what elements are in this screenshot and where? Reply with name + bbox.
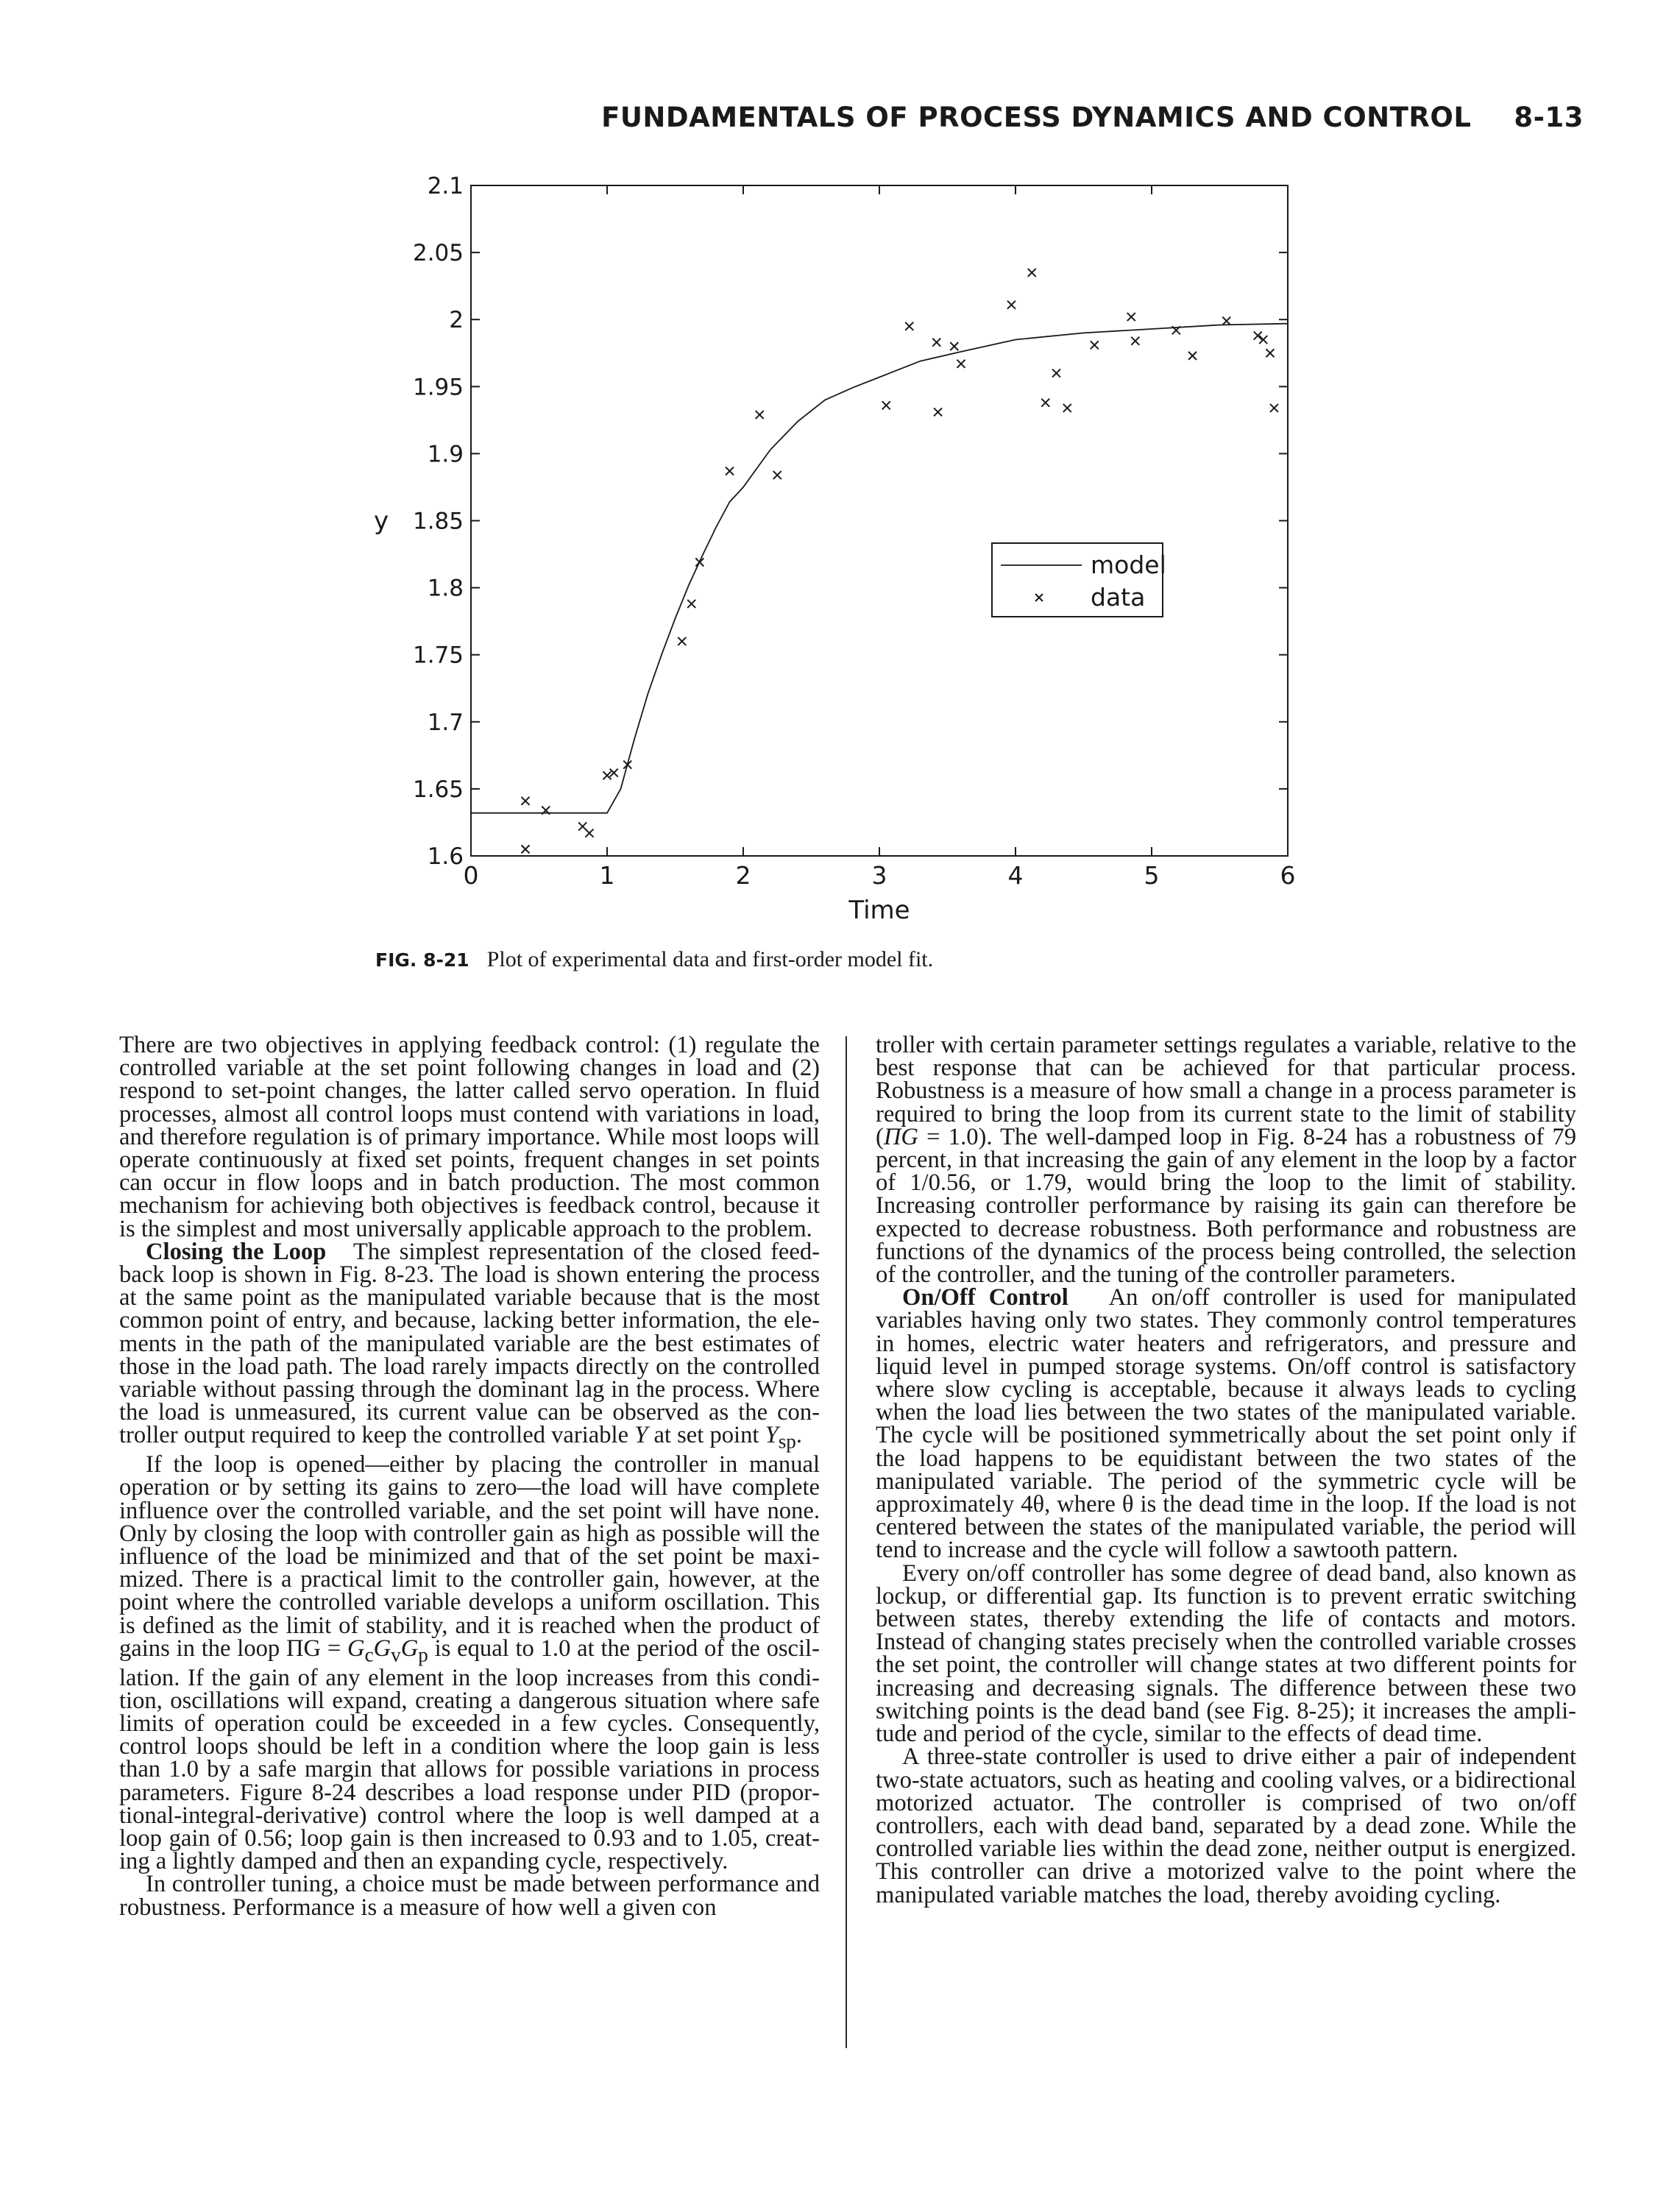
figure-caption — [375, 947, 933, 972]
data-point — [957, 360, 965, 368]
data-point — [1188, 352, 1197, 360]
data-point — [522, 845, 530, 853]
x-tick-label: 4 — [1007, 861, 1024, 890]
data-point — [1254, 332, 1262, 340]
y-axis-label: y — [374, 506, 389, 536]
y-axis-ticks — [413, 173, 1288, 870]
running-header — [0, 102, 1584, 133]
data-point — [603, 771, 612, 779]
data-point — [585, 829, 593, 838]
x-axis-ticks — [464, 185, 1296, 890]
right-column — [876, 1034, 1576, 1907]
data-point — [1028, 269, 1036, 277]
page-number: 8-13 — [1514, 102, 1584, 133]
paragraph: Every on/off controller has some degree of dead band, also known as lockup, or differential gap. Its function is to prevent erratic switching between states, thereby extending the life of contacts and motors. Instead of changing states precisely when the controlled variable crosses the set point, the controller will change states at two different points for increasing and decreasing signals. The difference between these two switching points is the dead band (see Fig. 8-25); it increases the amplitude and period of the cycle, similar to the effects of dead time. — [876, 1559, 1576, 1748]
plot-area — [471, 185, 1288, 856]
x-tick-label: 2 — [735, 861, 751, 890]
data-point — [1007, 301, 1016, 309]
y-tick-label: 1.85 — [412, 508, 464, 535]
x-tick-label: 1 — [599, 861, 615, 890]
figure-chart — [353, 166, 1398, 938]
paragraph: A three-state controller is used to drive either a pair of independent two-state actuators, such as heating and cooling valves, or a bidirectional motorized actuator. The controller is comprised of two on/off controllers, each with dead band, separated by a dead zone. While the controlled variable lies within the dead zone, neither output is energized. This controller can drive a motorized valve to the point where the manipulated variable matches the load, thereby avoiding cycling. — [876, 1743, 1576, 1908]
data-point — [1266, 349, 1274, 357]
legend — [992, 543, 1166, 617]
run-in-head: On/Off Control — [902, 1284, 1068, 1311]
data-point — [934, 408, 942, 416]
paragraph: On/Off Control An on/off controller is used for manipulated variables having only two states. They commonly control temperatures in homes, electric water heaters and refrigerators, and pressure and liquid level in pumped storage systems. On/off control is satisfactory where slow cycling is acceptable, because it always leads to cycling when the load lies between the two states of the manipulated variable. The cycle will be positioned symmetrically about the set point only if the load happens to be equidistant between the two states of the manipulated variable. The period of the symmetric cycle will be approximately 4θ, where θ is the dead time in the loop. If the load is not centered between the states of the manipulated variable, the period will tend to increase and the cycle will follow a sawtooth pattern. — [876, 1284, 1577, 1564]
figure-label: FIG. 8-21 — [375, 949, 469, 971]
header-title: FUNDAMENTALS OF PROCESS DYNAMICS AND CONTROL — [601, 102, 1472, 133]
data-point — [950, 342, 958, 350]
y-tick-label: 2 — [449, 307, 464, 334]
data-point — [1259, 336, 1267, 344]
data-point — [678, 637, 686, 645]
x-axis-label: Time — [848, 896, 910, 925]
data-point — [1041, 399, 1049, 407]
column-divider — [846, 1036, 847, 2048]
y-tick-label: 1.7 — [427, 709, 464, 736]
data-point — [1091, 341, 1099, 349]
legend-entry-model: model — [1091, 550, 1166, 579]
data-point — [726, 467, 734, 475]
y-tick-label: 1.9 — [427, 441, 464, 468]
data-point — [687, 600, 695, 608]
data-point — [522, 797, 530, 805]
data-point — [932, 339, 940, 347]
run-in-head: Closing the Loop — [146, 1238, 327, 1265]
data-point — [1052, 369, 1060, 378]
figure-caption-text: Plot of experimental data and first-order model fit. — [486, 947, 934, 971]
y-tick-label: 2.05 — [412, 240, 464, 267]
x-tick-label: 6 — [1280, 861, 1296, 890]
y-tick-label: 1.75 — [412, 642, 464, 669]
data-point — [1270, 404, 1278, 412]
data-point — [1222, 317, 1230, 325]
data-point — [610, 769, 618, 777]
data-point — [1063, 404, 1071, 412]
paragraph: If the loop is opened—either by placing the controller in manual operation or by setting its gains to zero—the load will have complete influence over the controlled variable, and the set point will have none. Only by closing the loop with controller gain as high as possible will the influence of the load be minimized and that of the set point be maximized. There is a practical limit to the controller gain, however, at the point where the controlled variable develops a uniform oscillation. This is defined as the limit of stability, and it is reached when the product of gains in the loop $\Pi G = G_cG_vG_p$ is equal to 1.0 at the period of the oscillation. If the gain of any element in the loop increases from this condition, oscillations will expand, creating a dangerous situation where safe limits of operation could be exceeded in a few cycles. Consequently, control loops should be left in a condition where the loop gain is less than 1.0 by a safe margin that allows for possible variations in process parameters. Figure 8-24 describes a load response under PID (proportional-integral-derivative) control where the loop is well damped at a loop gain of 0.56; loop gain is then increased to 0.93 and to 1.05, creating a lightly damped and then an expanding cycle, respectively. — [119, 1451, 820, 1875]
x-tick-label: 0 — [463, 861, 479, 890]
y-tick-label: 1.65 — [412, 776, 464, 803]
y-tick-label: 1.95 — [412, 374, 464, 401]
data-point — [882, 401, 890, 409]
data-point — [1127, 313, 1135, 321]
paragraph: There are two objectives in applying feedback control: (1) regulate the controlled variable at the set point following changes in load and (2) respond to set-point changes, the latter called servo operation. In fluid processes, almost all control loops must contend with variations in load, and therefore regulation is of primary importance. While most loops will operate continuously at fixed set points, frequent changes in set points can occur in flow loops and in batch production. The most common mechanism for achieving both objectives is feedback control, because it is the simplest and most universally applicable approach to the problem. — [119, 1032, 820, 1242]
paragraph: In controller tuning, a choice must be made between performance and robustness. Performance is a measure of how well a given con — [119, 1871, 820, 1921]
y-tick-label: 2.1 — [427, 173, 464, 199]
legend-entry-data: data — [1091, 583, 1146, 612]
left-column — [119, 1034, 820, 1919]
x-tick-label: 3 — [871, 861, 887, 890]
data-point — [905, 322, 913, 330]
data-point — [695, 558, 703, 566]
x-tick-label: 5 — [1144, 861, 1160, 890]
paragraph: troller with certain parameter settings regulates a variable, relative to the best response that can be achieved for that particular process. Robustness is a measure of how small a change in a process parameter is required to bring the loop from its current state to the limit of stability (ΠG = 1.0). The well-damped loop in Fig. 8-24 has a robustness of 79 percent, in that increasing the gain of any element in the loop by a factor of 1/0.56, or 1.79, would bring the loop to the limit of stability. Increasing controller performance by raising its gain can therefore be expected to decrease robustness. Both performance and robustness are functions of the dynamics of the process being controlled, the selection of the controller, and the tuning of the controller parameters. — [876, 1032, 1576, 1289]
data-point — [773, 471, 781, 479]
data-point — [1131, 337, 1139, 345]
y-tick-label: 1.6 — [427, 843, 464, 870]
paragraph: Closing the Loop The simplest representation of the closed feedback loop is shown in Fig. 8-23. The load is shown entering the process at the same point as the manipulated variable because that is the most common point of entry, and because, lacking better information, the elements in the path of the manipulated variable are the best estimates of those in the load path. The load rarely impacts directly on the controlled variable without passing through the dominant lag in the process. Where the load is unmeasured, its current value can be observed as the controller output required to keep the controlled variable Y at set point $Y_{sp}$. — [119, 1238, 820, 1453]
y-tick-label: 1.8 — [427, 575, 464, 602]
data-point — [756, 411, 764, 419]
